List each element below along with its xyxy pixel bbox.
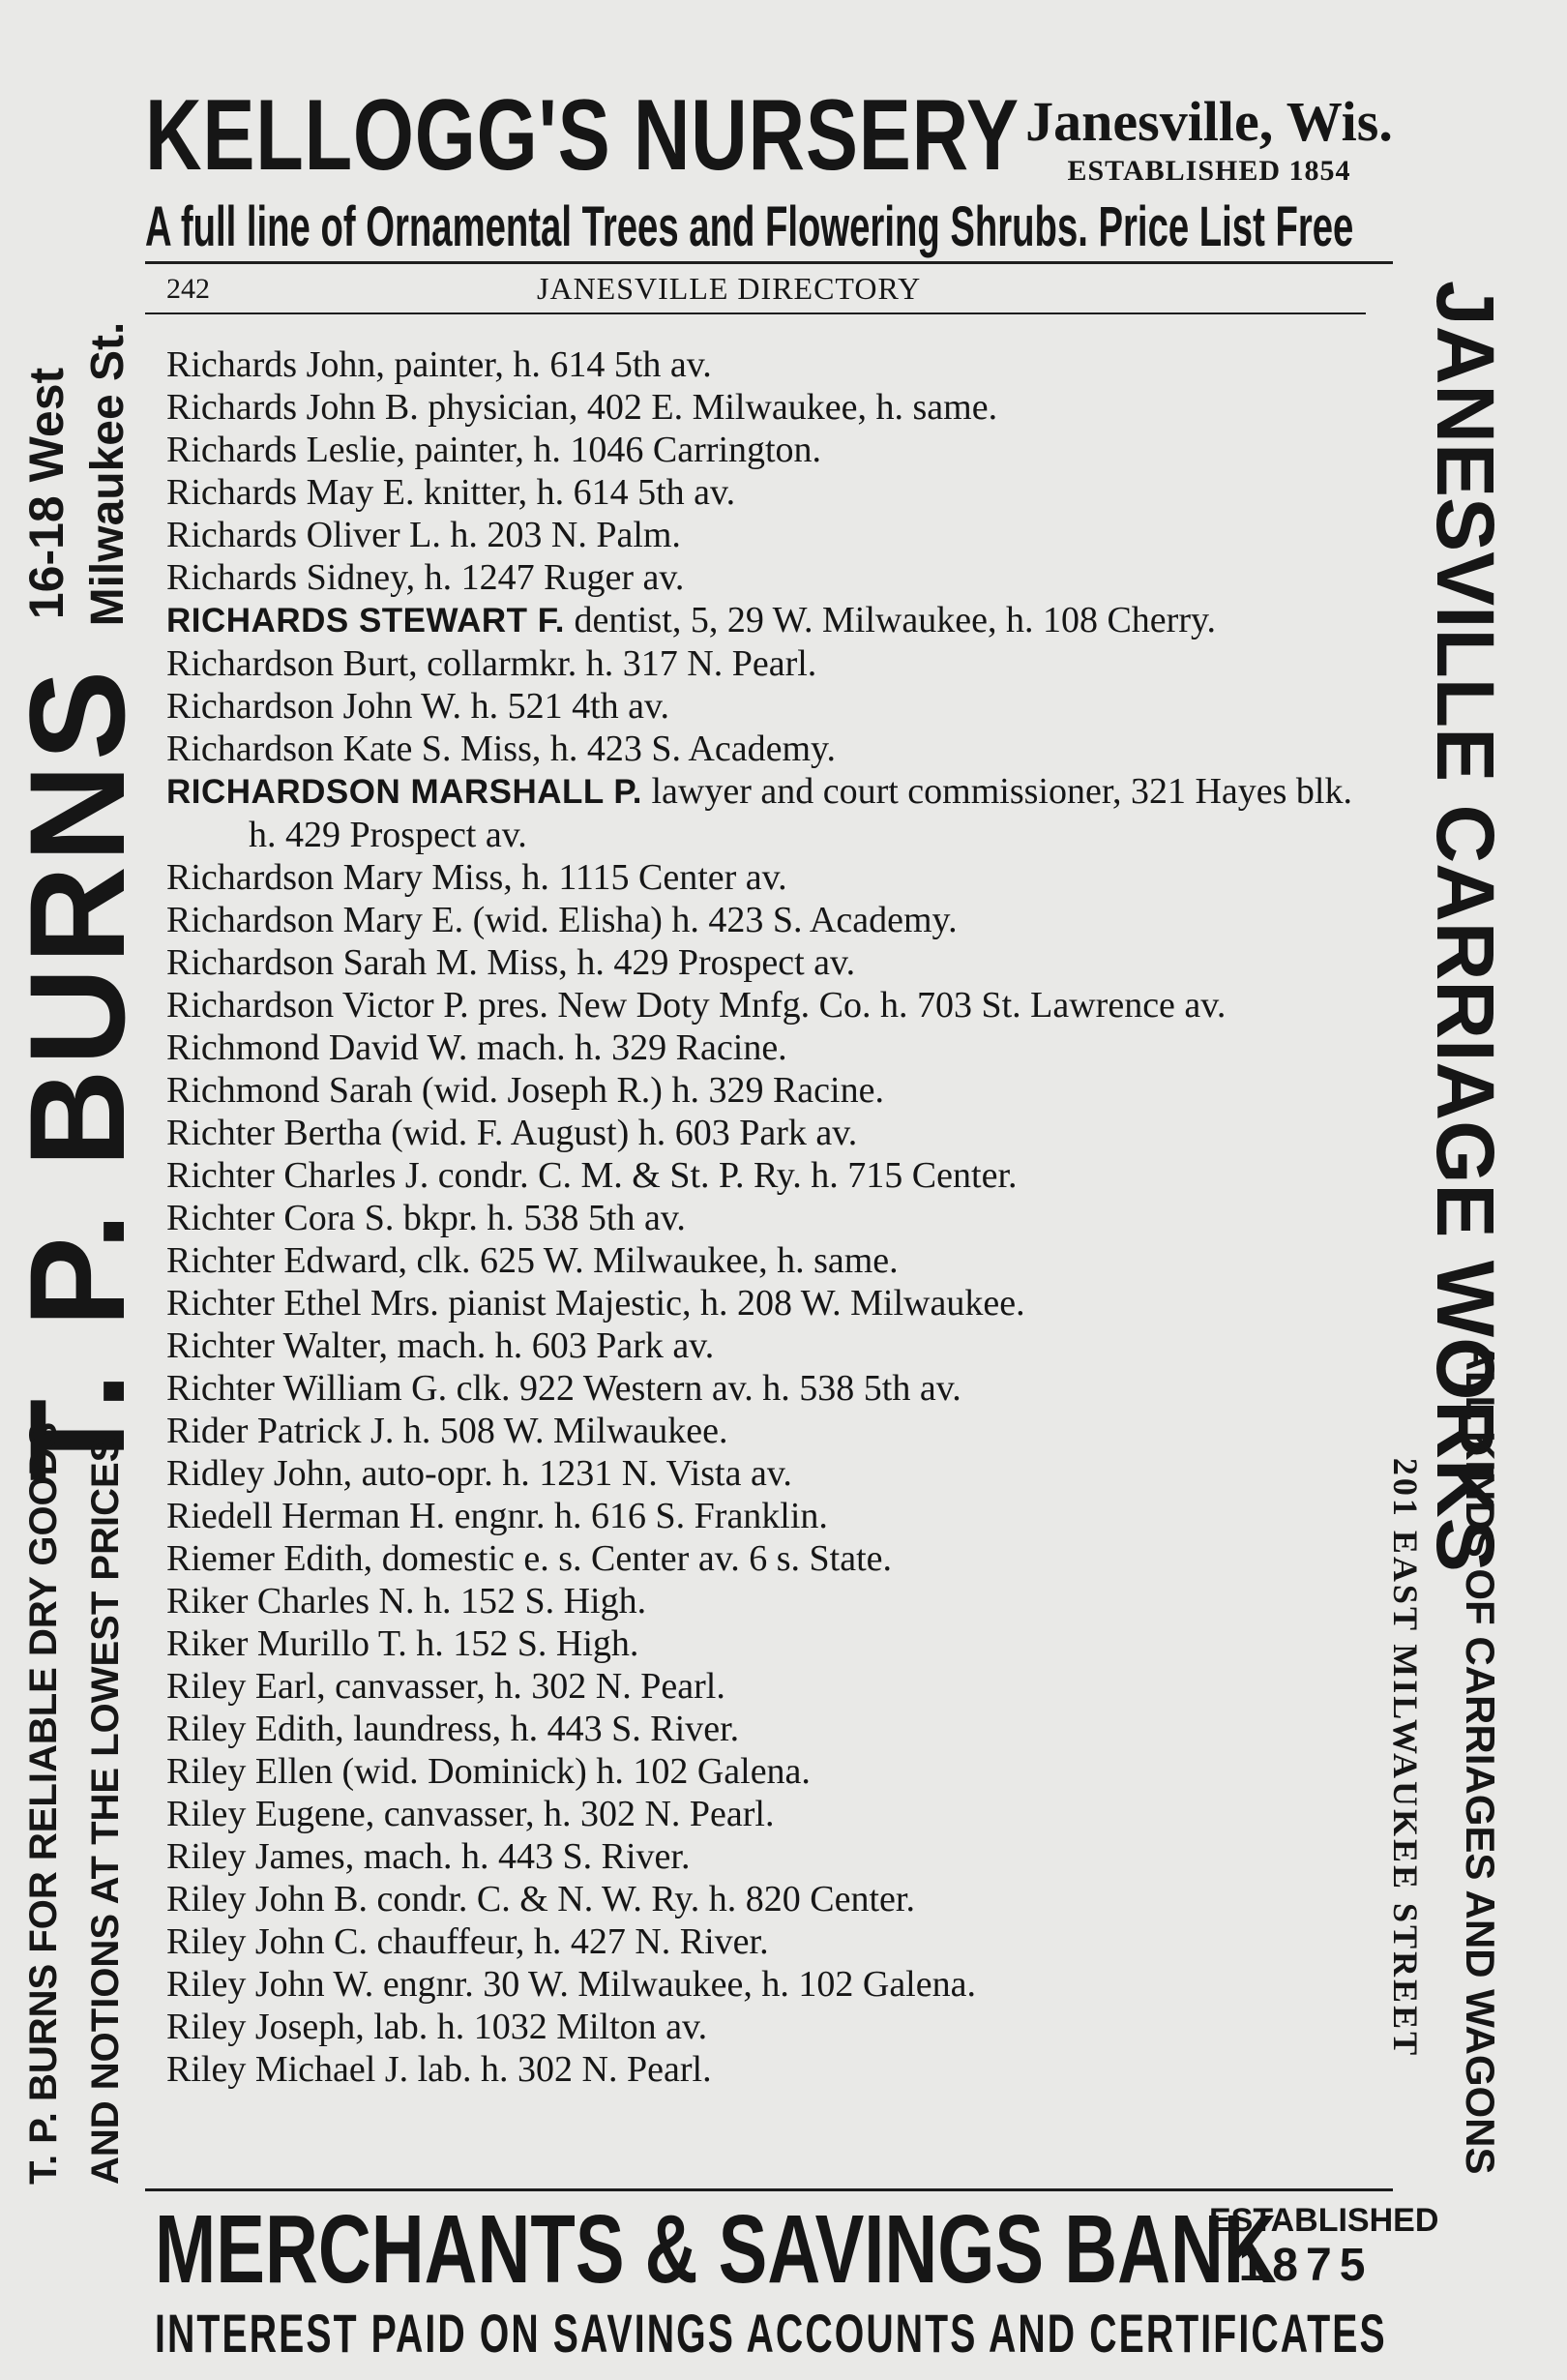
tp-burns-address-line1: 16-18 West bbox=[19, 367, 74, 620]
directory-entry bbox=[166, 856, 1366, 899]
entry-name: Riley John W. bbox=[166, 1964, 374, 2005]
entry-detail: h. 1247 Ruger av. bbox=[415, 557, 685, 598]
directory-entry bbox=[166, 770, 1366, 856]
bank-established-year: 1875 bbox=[1238, 2240, 1374, 2291]
directory-entry bbox=[166, 343, 1366, 386]
directory-entry bbox=[166, 1708, 1366, 1750]
entry-name: Richardson Victor P. bbox=[166, 985, 469, 1026]
ad-city: Janesville, Wis. bbox=[1025, 90, 1393, 153]
ad-title: KELLOGG'S NURSERY bbox=[145, 79, 1020, 192]
entry-name: Rider Patrick J. bbox=[166, 1411, 395, 1451]
directory-entry bbox=[166, 1750, 1366, 1793]
entry-detail: (wid. Elisha) h. 423 S. Academy. bbox=[463, 900, 958, 940]
directory-entry bbox=[166, 1665, 1366, 1708]
entry-detail: lawyer and court commissioner, 321 Hayes blk. h. 429 Prospect av. bbox=[249, 771, 1352, 855]
entry-detail: lab. h. 302 N. Pearl. bbox=[408, 2049, 712, 2090]
directory-entry bbox=[166, 1793, 1366, 1835]
top-rule bbox=[145, 261, 1393, 264]
directory-entry bbox=[166, 984, 1366, 1026]
directory-entry bbox=[166, 386, 1366, 429]
directory-entry bbox=[166, 1963, 1366, 2006]
entry-detail: h. 203 N. Palm. bbox=[440, 515, 681, 555]
directory-entry bbox=[166, 1622, 1366, 1665]
entry-detail: domestic e. s. Center av. 6 s. State. bbox=[372, 1538, 892, 1579]
entry-detail: h. 152 S. High. bbox=[414, 1581, 647, 1621]
entry-detail: auto-opr. h. 1231 N. Vista av. bbox=[352, 1453, 792, 1494]
tp-burns-slogan-line1: T. P. BURNS FOR RELIABLE DRY GOODS bbox=[22, 1421, 65, 2185]
entry-name: Richter Edward, bbox=[166, 1240, 408, 1281]
directory-entry bbox=[166, 1324, 1366, 1367]
entry-name: Riley Edith, bbox=[166, 1709, 344, 1749]
carriage-works-name: JANESVILLE CARRIAGE WORKS bbox=[1420, 281, 1511, 1572]
page-number: 242 bbox=[166, 273, 210, 305]
entry-detail: lab. h. 1032 Milton av. bbox=[364, 2007, 708, 2047]
directory-entry bbox=[166, 556, 1366, 599]
entry-detail: dentist, 5, 29 W. Milwaukee, h. 108 Cherry. bbox=[565, 600, 1217, 640]
directory-entry bbox=[166, 1580, 1366, 1622]
directory-entry bbox=[166, 899, 1366, 941]
bank-tagline: INTEREST PAID ON SAVINGS ACCOUNTS AND CERTIFICATES bbox=[155, 2303, 1387, 2364]
entry-name: Riley Eugene, bbox=[166, 1794, 375, 1834]
directory-entry bbox=[166, 1835, 1366, 1878]
entry-detail: h. 152 S. High. bbox=[406, 1623, 639, 1664]
entry-detail: mach. h. 443 S. River. bbox=[354, 1836, 691, 1877]
entry-detail: h. 1115 Center av. bbox=[512, 857, 787, 898]
entry-detail: h. 429 Prospect av. bbox=[567, 942, 856, 983]
directory-entry bbox=[166, 1112, 1366, 1154]
entry-name: Richardson Mary Miss, bbox=[166, 857, 513, 898]
entry-name: Riley John B. bbox=[166, 1879, 368, 1919]
entry-detail: painter, h. 614 5th av. bbox=[384, 344, 712, 385]
entry-name: Richter Charles J. bbox=[166, 1155, 429, 1196]
entry-name: Richards Leslie, bbox=[166, 430, 405, 470]
entry-detail: physician, 402 E. Milwaukee, h. same. bbox=[418, 387, 998, 428]
entry-detail: condr. C. & N. W. Ry. h. 820 Center. bbox=[367, 1879, 915, 1919]
entry-detail: bkpr. h. 538 5th av. bbox=[394, 1198, 686, 1238]
directory-entry bbox=[166, 2048, 1366, 2091]
entry-detail: engnr. h. 616 S. Franklin. bbox=[445, 1496, 828, 1536]
directory-entry bbox=[166, 471, 1366, 514]
bank-established-label: ESTABLISHED bbox=[1209, 2202, 1439, 2239]
entry-name: Richardson Mary E. bbox=[166, 900, 464, 940]
entry-detail: clk. 922 Western av. h. 538 5th av. bbox=[447, 1368, 961, 1409]
entry-detail: pianist Majestic, h. 208 W. Milwaukee. bbox=[438, 1283, 1025, 1324]
entry-detail: h. 508 W. Milwaukee. bbox=[394, 1411, 728, 1451]
entry-detail: condr. C. M. & St. P. Ry. h. 715 Center. bbox=[429, 1155, 1018, 1196]
entry-name: Riley Ellen bbox=[166, 1751, 334, 1792]
directory-entry bbox=[166, 1410, 1366, 1452]
entry-detail: knitter, h. 614 5th av. bbox=[414, 472, 736, 513]
entry-detail: (wid. Dominick) h. 102 Galena. bbox=[333, 1751, 811, 1792]
entry-name: Richmond David W. bbox=[166, 1027, 468, 1068]
ad-established: ESTABLISHED 1854 bbox=[1067, 155, 1351, 187]
entry-name: RICHARDS STEWART F. bbox=[166, 602, 565, 640]
entry-detail: (wid. Joseph R.) h. 329 Racine. bbox=[412, 1070, 884, 1111]
entry-name: Richardson John W. bbox=[166, 686, 462, 727]
bank-title: MERCHANTS & SAVINGS BANK bbox=[155, 2195, 1277, 2304]
directory-entry bbox=[166, 941, 1366, 984]
carriage-works-address: 201 EAST MILWAUKEE STREET bbox=[1386, 1457, 1425, 2059]
directory-entry bbox=[166, 1878, 1366, 1920]
directory-entry bbox=[166, 728, 1366, 770]
entry-name: Riley Earl, bbox=[166, 1666, 326, 1707]
entry-name: Richardson Sarah M. Miss, bbox=[166, 942, 568, 983]
entry-name: Ridley John, bbox=[166, 1453, 353, 1494]
entry-name: Richter Cora S. bbox=[166, 1198, 395, 1238]
entry-name: Riley Joseph, bbox=[166, 2007, 365, 2047]
entry-name: Richards John, bbox=[166, 344, 385, 385]
directory-entry bbox=[166, 599, 1366, 642]
entry-detail: canvasser, h. 302 N. Pearl. bbox=[374, 1794, 775, 1834]
entry-detail: (wid. F. August) h. 603 Park av. bbox=[381, 1113, 858, 1153]
directory-entry bbox=[166, 642, 1366, 685]
entry-name: Riedell Herman H. bbox=[166, 1496, 446, 1536]
directory-entry bbox=[166, 514, 1366, 556]
entry-name: Richter William G. bbox=[166, 1368, 448, 1409]
entry-detail: collarmkr. h. 317 N. Pearl. bbox=[417, 643, 817, 684]
entry-name: Richter Ethel Mrs. bbox=[166, 1283, 439, 1324]
tp-burns-slogan-line2: AND NOTIONS AT THE LOWEST PRICES bbox=[84, 1436, 127, 2185]
entry-name: Richards May E. bbox=[166, 472, 415, 513]
ad-tagline: A full line of Ornamental Trees and Flowering Shrubs. Price List Free bbox=[145, 195, 1354, 258]
entry-name: RICHARDSON MARSHALL P. bbox=[166, 773, 642, 811]
directory-entry bbox=[166, 1537, 1366, 1580]
directory-entry bbox=[166, 1495, 1366, 1537]
directory-entry bbox=[166, 1239, 1366, 1282]
header-rule bbox=[145, 312, 1366, 314]
directory-entry bbox=[166, 1069, 1366, 1112]
entry-detail: clk. 625 W. Milwaukee, h. same. bbox=[407, 1240, 899, 1281]
entry-name: Richards Sidney, bbox=[166, 557, 416, 598]
entry-name: Riley James, bbox=[166, 1836, 355, 1877]
entry-name: Riker Charles N. bbox=[166, 1581, 415, 1621]
directory-entry bbox=[166, 1282, 1366, 1324]
entry-detail: pres. New Doty Mnfg. Co. h. 703 St. Lawrence av. bbox=[468, 985, 1227, 1026]
entry-name: Richter Walter, bbox=[166, 1325, 388, 1366]
directory-entry bbox=[166, 429, 1366, 471]
entry-name: Riemer Edith, bbox=[166, 1538, 373, 1579]
tp-burns-address-line2: Milwaukee St. bbox=[82, 321, 133, 627]
kelloggs-nursery-ad bbox=[145, 77, 1403, 261]
directory-entry bbox=[166, 1197, 1366, 1239]
entry-detail: laundress, h. 443 S. River. bbox=[343, 1709, 740, 1749]
merchants-savings-bank-ad bbox=[155, 2195, 1439, 2364]
entry-name: Riley John C. bbox=[166, 1921, 368, 1962]
directory-entry bbox=[166, 1026, 1366, 1069]
entry-detail: painter, h. 1046 Carrington. bbox=[404, 430, 822, 470]
entry-name: Richards Oliver L. bbox=[166, 515, 441, 555]
entry-name: Richardson Kate S. Miss, bbox=[166, 729, 542, 769]
entry-name: Riker Murillo T. bbox=[166, 1623, 407, 1664]
entry-name: Richter Bertha bbox=[166, 1113, 382, 1153]
directory-entry bbox=[166, 1367, 1366, 1410]
entry-detail: engnr. 30 W. Milwaukee, h. 102 Galena. bbox=[373, 1964, 976, 2005]
entry-name: Richmond Sarah bbox=[166, 1070, 413, 1111]
entry-name: Richards John B. bbox=[166, 387, 419, 428]
tp-burns-name: T. P. BURNS bbox=[1, 666, 153, 1482]
directory-entry bbox=[166, 1154, 1366, 1197]
directory-entry bbox=[166, 1452, 1366, 1495]
entry-detail: h. 521 4th av. bbox=[461, 686, 670, 727]
entry-name: Riley Michael J. bbox=[166, 2049, 409, 2090]
entry-detail: h. 423 S. Academy. bbox=[541, 729, 837, 769]
entry-name: Richardson Burt, bbox=[166, 643, 418, 684]
running-head: JANESVILLE DIRECTORY bbox=[537, 271, 922, 306]
directory-entry bbox=[166, 1920, 1366, 1963]
directory-entry bbox=[166, 685, 1366, 728]
entry-detail: canvasser, h. 302 N. Pearl. bbox=[325, 1666, 725, 1707]
entry-detail: chauffeur, h. 427 N. River. bbox=[367, 1921, 769, 1962]
entry-detail: mach. h. 603 Park av. bbox=[387, 1325, 715, 1366]
directory-entry bbox=[166, 2006, 1366, 2048]
directory-listing bbox=[166, 343, 1366, 2091]
bottom-rule bbox=[145, 2188, 1393, 2191]
entry-detail: mach. h. 329 Racine. bbox=[467, 1027, 787, 1068]
carriage-works-line: ALL KINDS OF CARRIAGES AND WAGONS bbox=[1458, 1341, 1503, 2175]
